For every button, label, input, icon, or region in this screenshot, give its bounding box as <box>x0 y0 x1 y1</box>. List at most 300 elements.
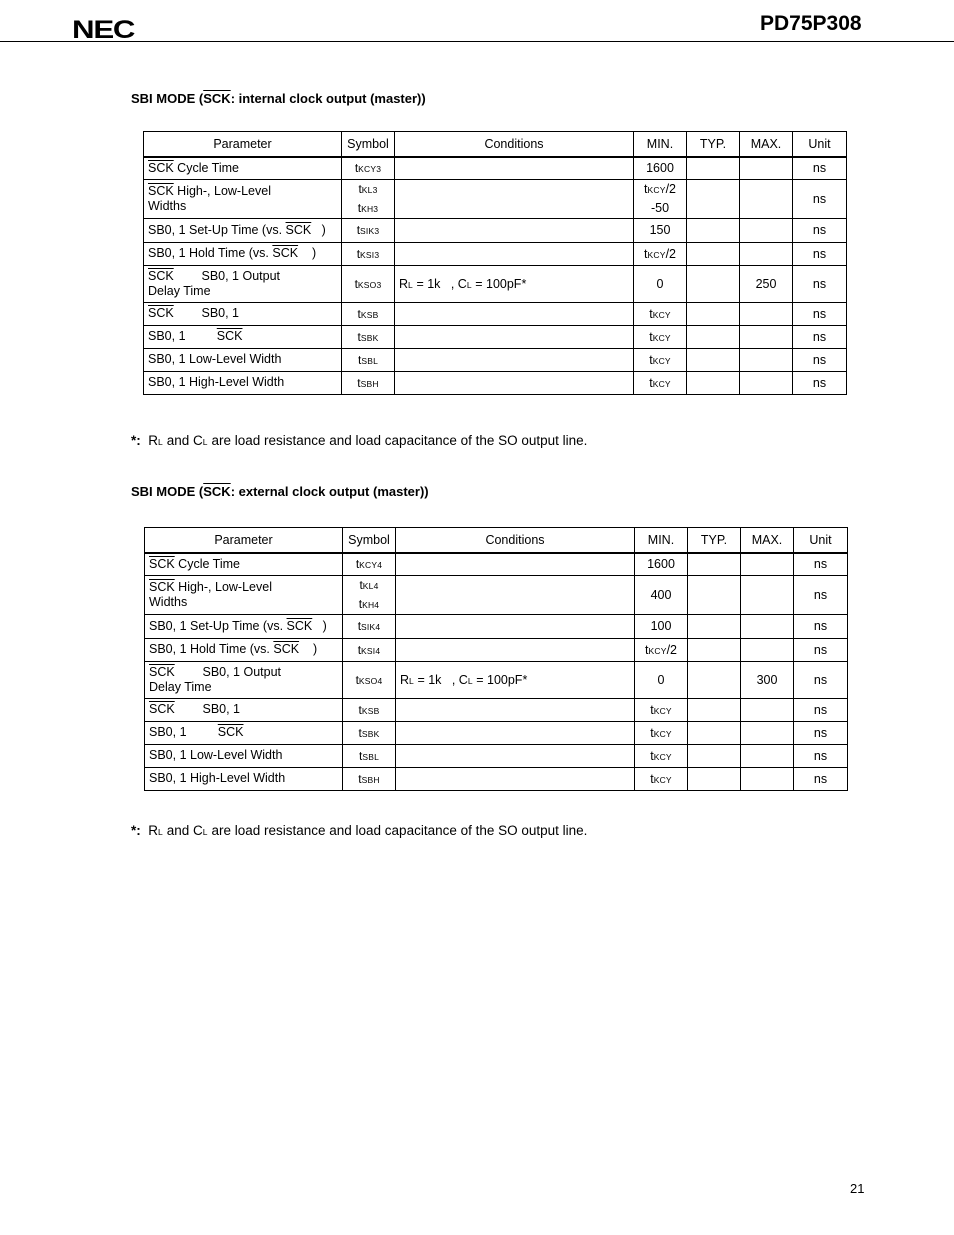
cell-typ <box>688 721 741 744</box>
min-part: 0 <box>657 672 665 687</box>
col-header-symbol: Symbol <box>342 132 395 158</box>
cell-typ <box>688 638 741 661</box>
section2-title-sck: $\overline{SCK}$ <box>203 484 231 499</box>
cell-min <box>634 371 687 394</box>
cell-unit: ns <box>794 721 848 744</box>
cell-min <box>635 553 688 575</box>
symbol-t: t <box>358 771 362 786</box>
condition-part: L <box>466 279 472 290</box>
footnote-and: and C <box>162 433 203 448</box>
footnote-text: are load resistance and load capacitance of the SO output line. <box>207 433 588 448</box>
symbol-sub: KH3 <box>361 203 379 214</box>
cell-parameter <box>144 302 342 325</box>
cell-parameter <box>144 325 342 348</box>
cell-unit: ns <box>793 325 847 348</box>
symbol-t: t <box>357 306 361 321</box>
symbol-t: t <box>357 352 362 367</box>
min-value <box>647 557 675 571</box>
cell-max <box>740 371 793 394</box>
symbol-sub: KCY4 <box>359 560 383 571</box>
symbol-sub: SBH <box>361 774 380 785</box>
cell-unit: ns <box>793 242 847 265</box>
section1-title-prefix: SBI MODE ( <box>131 91 204 106</box>
cell-parameter <box>144 348 342 371</box>
cell-typ <box>688 767 741 790</box>
table-row <box>144 348 847 371</box>
min-value <box>650 749 672 763</box>
cell-min <box>634 179 687 218</box>
min-part: KCY <box>652 378 671 389</box>
min-part: t <box>650 748 654 763</box>
cell-conditions <box>396 614 635 638</box>
table-row <box>145 767 848 790</box>
cell-conditions <box>395 325 634 348</box>
symbol-sub: SBL <box>362 751 379 762</box>
nec-logo: NEC <box>72 16 135 44</box>
min-value <box>650 726 672 740</box>
condition-part: L <box>408 279 413 290</box>
param-text: SB0, 1 High-Level Width <box>149 771 286 785</box>
min-value <box>646 161 674 175</box>
cell-min <box>634 325 687 348</box>
timing-table-external <box>144 527 848 791</box>
cell-min <box>634 242 687 265</box>
condition-part: = 1k , C <box>412 276 467 291</box>
cell-symbol <box>342 218 395 242</box>
min-value <box>649 307 671 321</box>
cell-typ <box>687 371 740 394</box>
symbol <box>359 703 380 717</box>
param-text-tail: ) <box>311 222 326 237</box>
param-text: SB0, 1 Output <box>174 664 282 679</box>
cell-unit: ns <box>794 614 848 638</box>
cell-parameter <box>145 661 343 698</box>
min-part: t <box>649 352 653 367</box>
symbol-t: t <box>358 596 363 611</box>
symbol-sub: SIK4 <box>361 622 381 632</box>
cell-conditions <box>395 265 634 302</box>
symbol-t: t <box>354 161 359 176</box>
cell-typ <box>687 325 740 348</box>
cell-conditions <box>396 661 635 698</box>
param-sck: $\overline{SCK}$ <box>149 579 175 594</box>
footnote-c-sub: L <box>202 437 208 447</box>
table-row <box>144 302 847 325</box>
param-text: High-, Low-Level <box>173 183 271 198</box>
cell-conditions <box>396 698 635 721</box>
footnote-and: and C <box>162 823 203 838</box>
min-part: KCY <box>652 355 671 366</box>
footnote-text: are load resistance and load capacitance of the SO output line. <box>207 823 588 838</box>
param-sck: $\overline{SCK}$ <box>148 268 174 283</box>
cell-parameter <box>145 698 343 721</box>
symbol-t: t <box>355 557 360 572</box>
min-part: 1600 <box>646 161 674 176</box>
cell-conditions <box>396 767 635 790</box>
table-row <box>144 157 847 179</box>
cell-symbol <box>343 614 396 638</box>
cell-symbol <box>342 302 395 325</box>
footnote-colon: : <box>136 433 141 448</box>
min-value <box>658 673 665 687</box>
param-sck: $\overline{SCK}$ <box>149 556 175 571</box>
cell-unit: ns <box>794 744 848 767</box>
min-part: t <box>650 725 654 740</box>
cell-max <box>741 721 794 744</box>
cell-parameter <box>145 721 343 744</box>
cell-min <box>635 614 688 638</box>
param-text-line2: Widths <box>148 198 187 213</box>
symbol <box>359 726 380 740</box>
param-sck: $\overline{SCK}$ <box>148 183 174 198</box>
cell-unit: ns <box>794 553 848 575</box>
symbol <box>358 353 378 367</box>
symbol <box>357 247 380 261</box>
cell-unit: ns <box>794 661 848 698</box>
table-header-row <box>144 132 847 158</box>
cell-unit: ns <box>793 218 847 242</box>
col-header-conditions: Conditions <box>395 132 634 158</box>
table-row <box>144 179 847 218</box>
section2-title <box>131 484 429 499</box>
symbol-t: t <box>357 200 362 215</box>
param-sck: $\overline{SCK}$ <box>217 725 244 739</box>
cell-typ <box>688 661 741 698</box>
param-text-tail: ) <box>299 642 318 656</box>
cell-min <box>634 157 687 179</box>
cell-conditions <box>395 348 634 371</box>
param-sck: $\overline{SCK}$ <box>148 306 174 320</box>
col-header-typ: TYP. <box>687 132 740 158</box>
table-row <box>145 575 848 614</box>
symbol-sub: KSB <box>360 309 379 320</box>
symbol-t: t <box>357 642 362 657</box>
cell-typ <box>687 265 740 302</box>
table-row <box>144 218 847 242</box>
cell-parameter <box>145 767 343 790</box>
cell-unit: ns <box>793 302 847 325</box>
footnote-c-sub: L <box>202 827 208 837</box>
param-text: SB0, 1 <box>174 702 241 716</box>
symbol-sub: SBK <box>360 332 379 343</box>
param-text: SB0, 1 Hold Time (vs. <box>149 642 274 656</box>
cell-unit: ns <box>794 638 848 661</box>
symbol <box>346 199 390 218</box>
min-part: t <box>645 642 649 657</box>
symbol <box>346 180 390 199</box>
col-header-conditions: Conditions <box>396 528 635 554</box>
cell-max <box>740 348 793 371</box>
page-number: 21 <box>850 1181 865 1196</box>
cell-min <box>635 575 688 614</box>
col-header-parameter: Parameter <box>144 132 342 158</box>
cell-typ <box>688 744 741 767</box>
cell-max <box>741 698 794 721</box>
footnote-colon: : <box>136 823 141 838</box>
footnote-star: * <box>131 433 137 448</box>
condition-part: = 100pF* <box>472 672 528 687</box>
symbol <box>356 673 383 687</box>
symbol-sub: KSB <box>361 705 380 716</box>
min-value <box>651 619 672 633</box>
cell-parameter <box>144 179 342 218</box>
symbol-sub: SBL <box>361 355 378 366</box>
part-number: PD75P308 <box>760 12 862 35</box>
col-header-unit: Unit <box>793 132 847 158</box>
param-text: SB0, 1 Set-Up Time (vs. <box>149 618 287 633</box>
symbol <box>358 643 381 657</box>
cell-symbol <box>342 325 395 348</box>
col-header-typ: TYP. <box>688 528 741 554</box>
table-row <box>145 614 848 638</box>
min-value <box>650 772 672 786</box>
cell-unit: ns <box>793 348 847 371</box>
condition-part: R <box>400 672 410 687</box>
cell-conditions <box>395 179 634 218</box>
table-row <box>145 721 848 744</box>
cell-symbol <box>343 744 396 767</box>
section2-footnote <box>131 823 587 838</box>
timing-table-internal <box>143 131 847 395</box>
symbol <box>357 376 378 390</box>
min-part: /2 <box>665 246 676 261</box>
cell-typ <box>687 179 740 218</box>
min-part: KCY <box>652 332 671 343</box>
cell-symbol <box>343 767 396 790</box>
min-part: t <box>649 329 653 344</box>
cell-max <box>740 325 793 348</box>
cell-typ <box>688 698 741 721</box>
cell-unit: ns <box>794 698 848 721</box>
cell-unit: ns <box>793 265 847 302</box>
min-part: -50 <box>650 201 670 215</box>
param-text-line2: Widths <box>149 594 188 609</box>
param-sck: $\overline{SCK}$ <box>285 222 312 237</box>
section2-title-prefix: SBI MODE ( <box>131 484 204 499</box>
header-rule <box>0 41 954 42</box>
min-part: KCY <box>652 309 671 320</box>
footnote-r-sub: L <box>158 827 163 837</box>
symbol-t: t <box>355 672 359 687</box>
param-text: SB0, 1 Low-Level Width <box>149 748 283 762</box>
cell-max <box>740 242 793 265</box>
condition-part: = 1k , C <box>413 672 468 687</box>
footnote-r: R <box>148 823 159 838</box>
symbol <box>347 576 391 595</box>
param-text-line2: Delay Time <box>148 283 211 298</box>
cell-unit: ns <box>793 157 847 179</box>
min-part: KCY <box>653 728 672 739</box>
cell-min <box>634 302 687 325</box>
min-part: 100 <box>650 619 672 633</box>
symbol-t: t <box>358 725 362 740</box>
col-header-parameter: Parameter <box>145 528 343 554</box>
footnote-r-sub: L <box>158 437 163 447</box>
table-row <box>144 371 847 394</box>
cell-min <box>635 744 688 767</box>
cell-symbol <box>343 661 396 698</box>
table-row <box>145 661 848 698</box>
cell-max <box>740 157 793 179</box>
table-row <box>145 744 848 767</box>
cell-max <box>741 614 794 638</box>
cell-max <box>741 638 794 661</box>
section2-title-suffix: : external clock output (master)) <box>230 484 429 499</box>
min-part: KCY <box>647 185 666 195</box>
cell-parameter <box>145 638 343 661</box>
cell-conditions <box>396 638 635 661</box>
cell-max: 300 <box>741 661 794 698</box>
cell-conditions <box>396 553 635 575</box>
param-text: SB0, 1 High-Level Width <box>148 375 285 389</box>
col-header-unit: Unit <box>794 528 848 554</box>
table-row <box>145 698 848 721</box>
param-text: SB0, 1 Output <box>173 268 281 283</box>
cell-max <box>741 767 794 790</box>
cell-typ <box>688 575 741 614</box>
symbol-sub: KSI3 <box>360 249 380 260</box>
col-header-max: MAX. <box>740 132 793 158</box>
cell-symbol <box>342 157 395 179</box>
table-row <box>144 325 847 348</box>
cell-symbol <box>342 179 395 218</box>
cell-symbol <box>343 575 396 614</box>
symbol <box>357 223 380 237</box>
min-part: /2 <box>666 642 677 657</box>
param-text: Cycle Time <box>174 556 240 571</box>
param-text: SB0, 1 <box>148 329 217 343</box>
cell-min <box>635 638 688 661</box>
cell-typ <box>687 348 740 371</box>
param-text-tail: ) <box>298 246 317 260</box>
param-text: High-, Low-Level <box>174 579 272 594</box>
cell-parameter <box>145 744 343 767</box>
min-part: t <box>650 771 654 786</box>
symbol-sub: KL4 <box>362 580 379 591</box>
symbol-t: t <box>356 246 361 261</box>
cell-max <box>741 575 794 614</box>
cell-min <box>635 698 688 721</box>
cell-min <box>635 767 688 790</box>
symbol-sub: SBK <box>361 728 380 739</box>
min-value <box>650 223 671 237</box>
cell-min <box>635 721 688 744</box>
condition-part: R <box>399 276 409 291</box>
min-value <box>649 330 671 344</box>
param-text: SB0, 1 Set-Up Time (vs. <box>148 222 286 237</box>
cell-conditions <box>395 302 634 325</box>
symbol <box>347 595 391 614</box>
cell-parameter <box>144 218 342 242</box>
cell-max <box>741 744 794 767</box>
cell-min <box>634 348 687 371</box>
param-sck: $\overline{SCK}$ <box>272 246 299 260</box>
cell-conditions <box>396 744 635 767</box>
cell-conditions <box>396 721 635 744</box>
section1-title-suffix: : internal clock output (master)) <box>230 91 426 106</box>
cell-min <box>634 265 687 302</box>
condition-part: L <box>409 675 414 686</box>
section1-footnote <box>131 433 587 448</box>
symbol-sub: SIK3 <box>360 226 380 236</box>
param-sck: $\overline{SCK}$ <box>148 160 174 175</box>
param-text-tail: ) <box>312 618 327 633</box>
min-part: 400 <box>650 587 672 602</box>
cell-max <box>740 302 793 325</box>
param-text: Cycle Time <box>173 160 239 175</box>
symbol <box>358 619 381 633</box>
min-value <box>650 703 672 717</box>
param-text: SB0, 1 Low-Level Width <box>148 352 282 366</box>
param-text-line2: Delay Time <box>149 679 212 694</box>
cell-symbol <box>342 265 395 302</box>
param-sck: $\overline{SCK}$ <box>273 642 300 656</box>
min-part: t <box>650 702 654 717</box>
cell-conditions <box>395 157 634 179</box>
table-header-row <box>145 528 848 554</box>
footnote-r: R <box>148 433 159 448</box>
symbol <box>358 330 379 344</box>
cell-typ <box>687 302 740 325</box>
cell-unit: ns <box>794 767 848 790</box>
min-value <box>649 376 671 390</box>
symbol-t: t <box>357 329 361 344</box>
symbol-t: t <box>356 223 361 237</box>
param-sck: $\overline{SCK}$ <box>286 618 313 633</box>
min-part: KCY <box>653 751 672 762</box>
col-header-max: MAX. <box>741 528 794 554</box>
symbol-sub: KH4 <box>362 599 380 610</box>
cell-typ <box>688 614 741 638</box>
min-part: KCY <box>653 774 672 785</box>
min-part: t <box>644 246 648 261</box>
cell-typ <box>687 157 740 179</box>
min-value <box>657 277 664 291</box>
col-header-symbol: Symbol <box>343 528 396 554</box>
cell-symbol <box>342 242 395 265</box>
table-row <box>145 553 848 575</box>
param-sck: $\overline{SCK}$ <box>149 702 175 716</box>
min-value <box>644 247 676 261</box>
cell-max <box>740 179 793 218</box>
cell-unit: ns <box>794 575 848 614</box>
symbol-t: t <box>354 276 358 291</box>
param-text: SB0, 1 <box>173 306 240 320</box>
symbol-t: t <box>358 181 362 196</box>
symbol <box>359 749 379 763</box>
symbol-t: t <box>357 375 361 390</box>
cell-conditions <box>396 575 635 614</box>
cell-parameter <box>145 614 343 638</box>
min-part: 1600 <box>647 557 675 572</box>
cell-max <box>740 218 793 242</box>
cell-typ <box>687 242 740 265</box>
cell-parameter <box>144 265 342 302</box>
min-part: t <box>649 306 653 321</box>
param-text: SB0, 1 Hold Time (vs. <box>148 246 273 260</box>
cell-symbol <box>342 371 395 394</box>
cell-conditions <box>395 242 634 265</box>
section1-title <box>131 91 426 106</box>
cell-conditions <box>395 371 634 394</box>
param-sck: $\overline{SCK}$ <box>149 664 175 679</box>
cell-parameter <box>145 553 343 575</box>
min-part: KCY <box>653 705 672 716</box>
footnote-star: * <box>131 823 137 838</box>
min-value <box>638 180 682 199</box>
cell-symbol <box>343 721 396 744</box>
cell-parameter <box>145 575 343 614</box>
